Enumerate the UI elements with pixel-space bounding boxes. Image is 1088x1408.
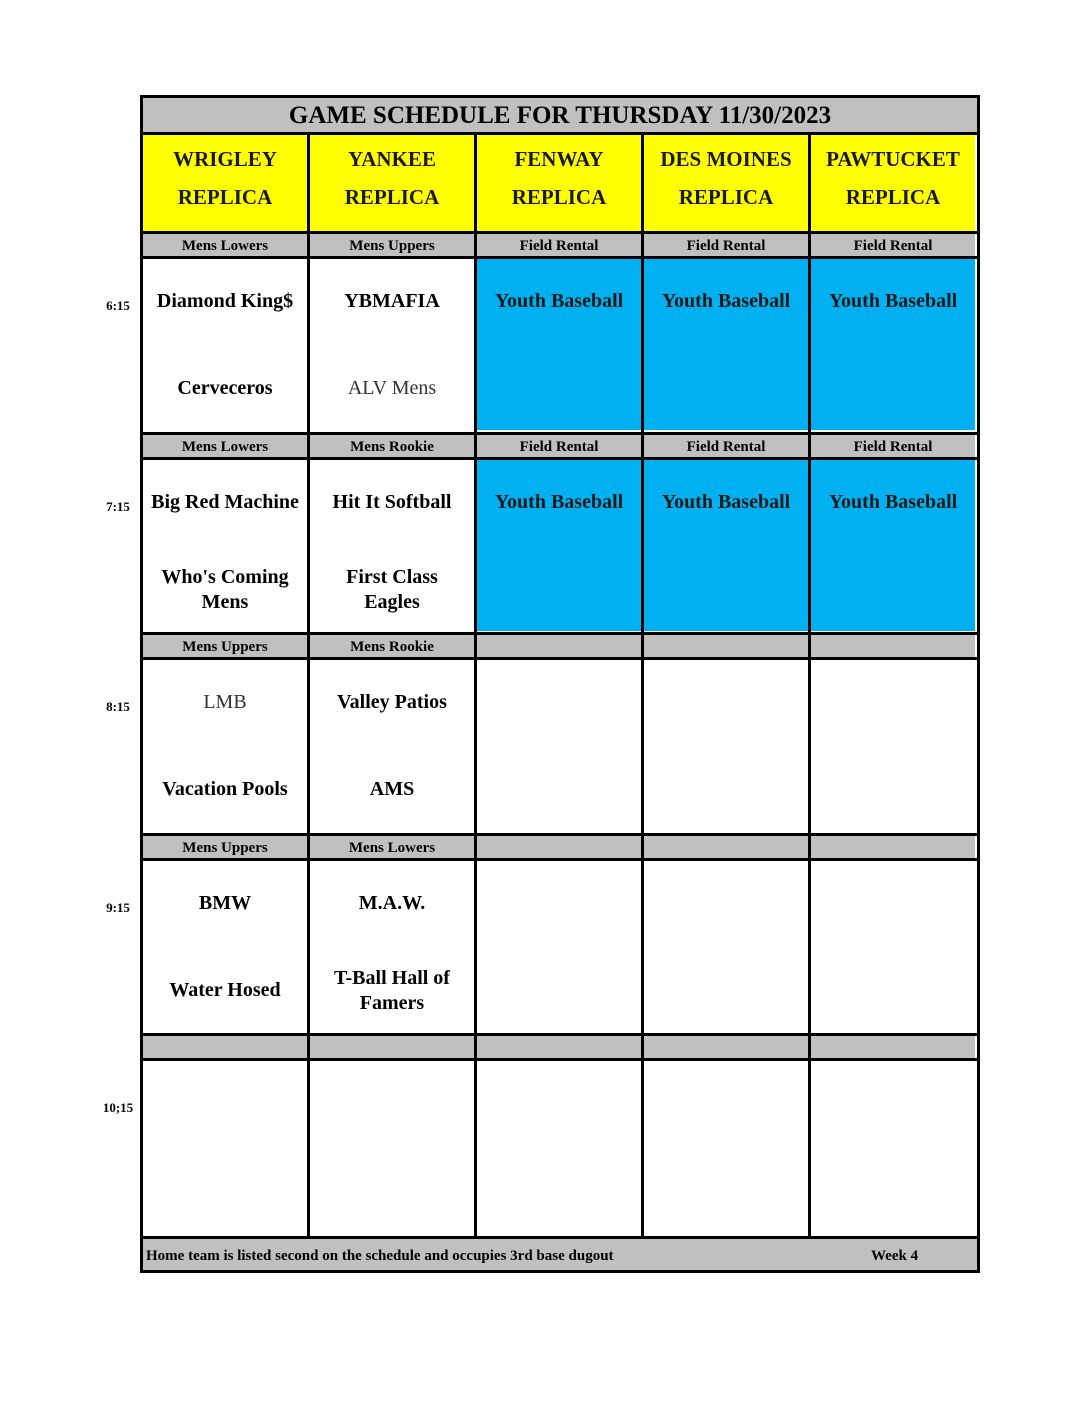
- team-2: AMS: [369, 778, 415, 800]
- column-divider: [474, 135, 477, 1236]
- field-sub: REPLICA: [344, 185, 440, 209]
- division-label: [310, 1036, 474, 1058]
- game-cell: [477, 460, 641, 631]
- field-name: FENWAY: [514, 147, 604, 171]
- division-label: Field Rental: [644, 234, 808, 256]
- division-label: Mens Rookie: [310, 635, 474, 657]
- field-name: YANKEE: [348, 147, 436, 171]
- column-divider: [641, 135, 644, 1236]
- game-cell: [477, 861, 641, 1032]
- team-1: Diamond King$: [156, 290, 294, 312]
- team-1: Hit It Softball: [332, 490, 452, 513]
- field-sub: REPLICA: [511, 185, 607, 209]
- team-2: ALV Mens: [347, 377, 437, 399]
- team-1: YBMAFIA: [344, 290, 440, 312]
- column-divider: [307, 135, 310, 1236]
- team-1: Youth Baseball: [494, 290, 624, 312]
- game-cell: [310, 460, 474, 631]
- game-cell: [143, 259, 307, 430]
- game-cell: [310, 861, 474, 1032]
- field-sub: REPLICA: [177, 185, 273, 209]
- team-2: Water Hosed: [169, 978, 281, 1001]
- game-cell: [811, 1061, 975, 1232]
- team-1: Youth Baseball: [494, 490, 624, 513]
- division-label: [143, 1036, 307, 1058]
- field-name: DES MOINES: [660, 147, 792, 171]
- game-cell: [644, 460, 808, 631]
- footer-note: Home team is listed second on the schedule and occupies 3rd base dugout: [146, 1248, 614, 1264]
- game-cell: [310, 660, 474, 831]
- division-label: Mens Uppers: [143, 836, 307, 858]
- time-label: 8:15: [106, 699, 130, 714]
- field-name: WRIGLEY: [173, 147, 277, 171]
- team-1: Youth Baseball: [661, 490, 791, 513]
- game-cell: [143, 460, 307, 631]
- game-cell: [143, 1061, 307, 1232]
- team-1: Big Red Machine: [151, 490, 299, 513]
- division-label: Field Rental: [811, 234, 975, 256]
- field-sub: REPLICA: [678, 185, 774, 209]
- game-cell: [310, 259, 474, 430]
- division-label: [477, 635, 641, 657]
- game-cell: [644, 861, 808, 1032]
- field-name: PAWTUCKET: [826, 147, 960, 171]
- division-label: [644, 836, 808, 858]
- schedule-table: [140, 95, 980, 1273]
- team-2: First Class Eagles: [346, 565, 438, 613]
- field-header-wrigley: [143, 135, 307, 231]
- division-label: Field Rental: [644, 435, 808, 457]
- team-1: Youth Baseball: [828, 290, 958, 312]
- division-label: Mens Lowers: [310, 836, 474, 858]
- footer-band: [143, 1239, 977, 1270]
- game-cell: [811, 259, 975, 430]
- team-1: Valley Patios: [337, 691, 447, 713]
- game-cell: [644, 259, 808, 430]
- division-label: Field Rental: [811, 435, 975, 457]
- time-label: 7:15: [106, 498, 130, 514]
- team-2: Who's Coming Mens: [161, 565, 289, 613]
- division-label: Mens Lowers: [143, 234, 307, 256]
- game-cell: [477, 660, 641, 831]
- division-label: Field Rental: [477, 435, 641, 457]
- game-cell: [811, 660, 975, 831]
- division-label: Mens Rookie: [310, 435, 474, 457]
- division-label: Mens Uppers: [310, 234, 474, 256]
- division-label: [644, 1036, 808, 1058]
- game-cell: [143, 660, 307, 831]
- division-label: Mens Lowers: [143, 435, 307, 457]
- team-2: Vacation Pools: [162, 778, 288, 800]
- team-1: Youth Baseball: [828, 490, 958, 513]
- division-label: [644, 635, 808, 657]
- game-cell: [644, 1061, 808, 1232]
- column-divider: [808, 135, 811, 1236]
- division-label: [477, 1036, 641, 1058]
- team-2: T-Ball Hall of Famers: [334, 966, 450, 1014]
- game-cell: [143, 861, 307, 1032]
- field-sub: REPLICA: [845, 185, 941, 209]
- division-label: Field Rental: [477, 234, 641, 256]
- time-label: 10;15: [102, 1100, 134, 1115]
- game-cell: [477, 259, 641, 430]
- team-2: Cerveceros: [177, 377, 273, 399]
- team-1: M.A.W.: [358, 891, 426, 914]
- time-label: 9:15: [106, 899, 130, 915]
- team-1: LMB: [203, 691, 247, 713]
- field-header-fenway: [477, 135, 641, 231]
- field-header-des-moines: [644, 135, 808, 231]
- game-cell: [477, 1061, 641, 1232]
- game-cell: [644, 660, 808, 831]
- team-1: BMW: [198, 891, 252, 914]
- division-label: [477, 836, 641, 858]
- division-label: Mens Uppers: [143, 635, 307, 657]
- week-label: Week 4: [871, 1248, 919, 1264]
- team-1: Youth Baseball: [661, 290, 791, 312]
- field-header-yankee: [310, 135, 474, 231]
- time-label: 6:15: [106, 298, 130, 313]
- game-cell: [811, 460, 975, 631]
- page-title: GAME SCHEDULE FOR THURSDAY 11/30/2023: [143, 98, 977, 135]
- game-cell: [811, 861, 975, 1032]
- division-label: [811, 635, 975, 657]
- division-label: [811, 836, 975, 858]
- field-header-pawtucket: [811, 135, 975, 231]
- game-cell: [310, 1061, 474, 1232]
- division-label: [811, 1036, 975, 1058]
